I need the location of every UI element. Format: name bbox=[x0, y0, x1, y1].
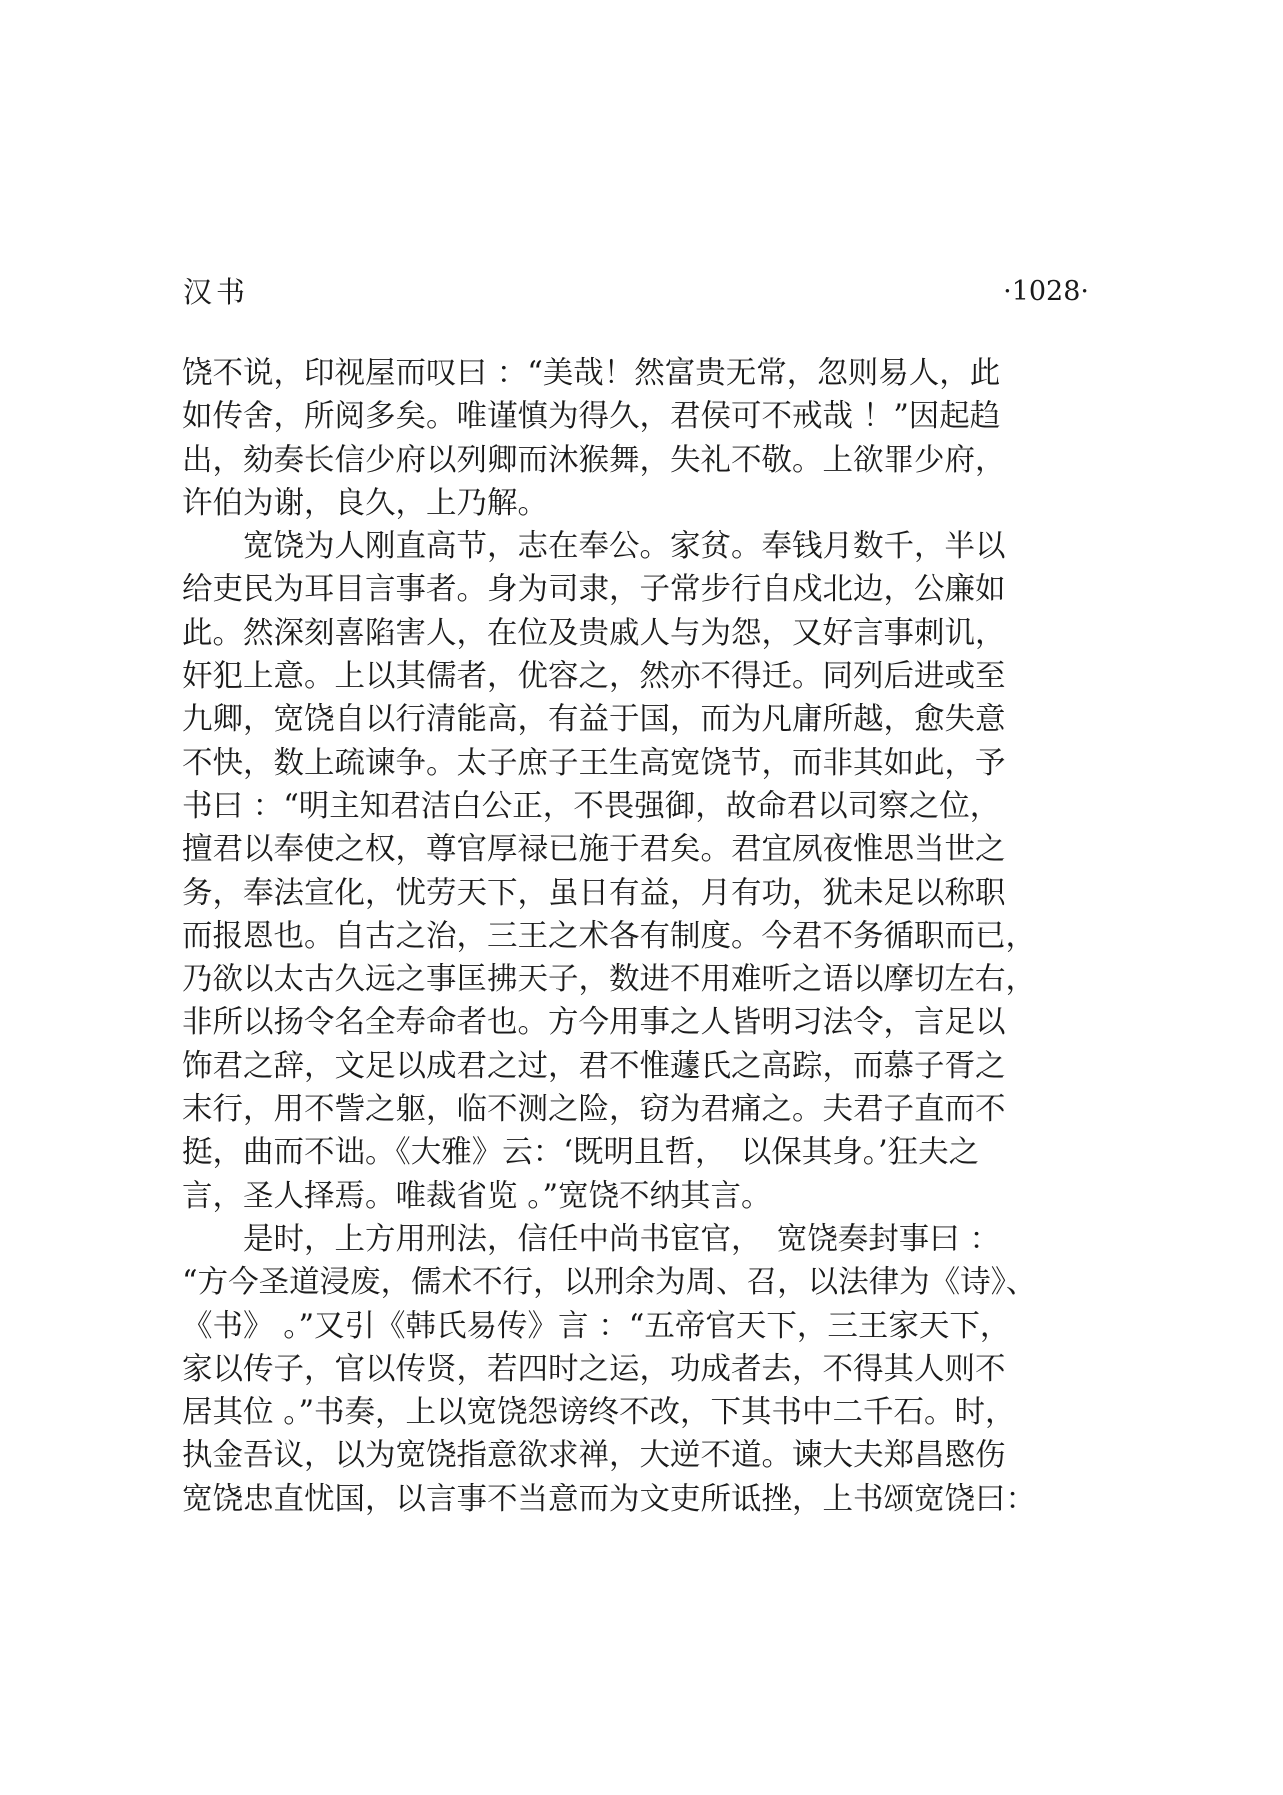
text-line: 务，奉法宣化，忧劳天下，虽日有益，月有功，犹未足以称职 bbox=[182, 875, 1006, 911]
text-line: 乃欲以太古久远之事匡拂天子，数进不用难听之语以摩切左右， bbox=[182, 962, 1036, 998]
text-line: 出，劾奏长信少府以列卿而沐猴舞，失礼不敬。上欲罪少府， bbox=[182, 442, 1006, 478]
text-line: 家以传子，官以传贤，若四时之运，功成者去，不得其人则不 bbox=[182, 1351, 1006, 1387]
text-line: 是时，上方用刑法，信任中尚书宦官， 宽饶奏封事曰 ： bbox=[182, 1221, 1000, 1257]
page-number: ·1028· bbox=[1003, 276, 1089, 307]
text-line: 饶不说，印视屋而叹曰 ：“美哉！然富贵无常，忽则易人，此 bbox=[182, 356, 1001, 391]
text-line: 如传舍，所阅多矣。唯谨慎为得久，君侯可不戒哉 ！”因起趋 bbox=[182, 399, 1001, 435]
text-line: 末行，用不訾之躯，临不测之险，窃为君痛之。夫君子直而不 bbox=[182, 1092, 1006, 1128]
book-title: 汉书 bbox=[183, 275, 250, 309]
text-line: 九卿，宽饶自以行清能高，有益于国，而为凡庸所越，愈失意 bbox=[182, 702, 1006, 738]
text-line: 《书》 。”又引《韩氏易传》言 ：“五帝官天下，三王家天下， bbox=[182, 1308, 1011, 1344]
text-line: 居其位 。”书奏，上以宽饶怨谤终不改，下其书中二千石。时， bbox=[182, 1395, 1016, 1431]
text-line: 奸犯上意。上以其儒者，优容之，然亦不得迁。同列后进或至 bbox=[182, 659, 1006, 695]
running-head bbox=[183, 270, 1089, 314]
text-line: 书曰 ：“明主知君洁白公正，不畏强御，故命君以司察之位， bbox=[182, 788, 1001, 824]
text-line: 此。然深刻喜陷害人，在位及贵戚人与为怨，又好言事刺讥， bbox=[182, 615, 1006, 651]
text-line: 宽饶为人刚直高节，志在奉公。家贫。奉钱月数千，半以 bbox=[182, 529, 1006, 565]
text-line: “方今圣道浸废，儒术不行，以刑余为周、召，以法律为《诗》、 bbox=[182, 1265, 1037, 1301]
text-line: 擅君以奉使之权，尊官厚禄已施于君矣。君宜夙夜惟思当世之 bbox=[182, 832, 1006, 868]
text-line: 宽饶忠直忧国，以言事不当意而为文吏所诋挫，上书颂宽饶曰： bbox=[182, 1481, 1036, 1517]
text-line: 非所以扬令名全寿命者也。方今用事之人皆明习法令，言足以 bbox=[182, 1005, 1006, 1041]
text-line: 许伯为谢，良久，上乃解。 bbox=[182, 485, 548, 521]
body-text bbox=[182, 352, 1122, 1521]
text-line: 挺，曲而不诎。《大雅》云：‘既明且哲， 以保其身。’狂夫之 bbox=[182, 1135, 980, 1171]
text-line: 而报恩也。自古之治，三王之术各有制度。今君不务循职而已， bbox=[182, 918, 1036, 954]
text-line: 给吏民为耳目言事者。身为司隶，子常步行自戍北边，公廉如 bbox=[182, 572, 1006, 608]
text-line: 饰君之辞，文足以成君之过，君不惟蘧氏之高踪，而慕子胥之 bbox=[182, 1048, 1006, 1084]
text-line: 言，圣人择焉。唯裁省览 。”宽饶不纳其言。 bbox=[182, 1178, 772, 1214]
text-line: 执金吾议，以为宽饶指意欲求禅，大逆不道。谏大夫郑昌愍伤 bbox=[182, 1438, 1006, 1474]
text-line: 不快，数上疏谏争。太子庶子王生高宽饶节，而非其如此，予 bbox=[182, 745, 1006, 781]
